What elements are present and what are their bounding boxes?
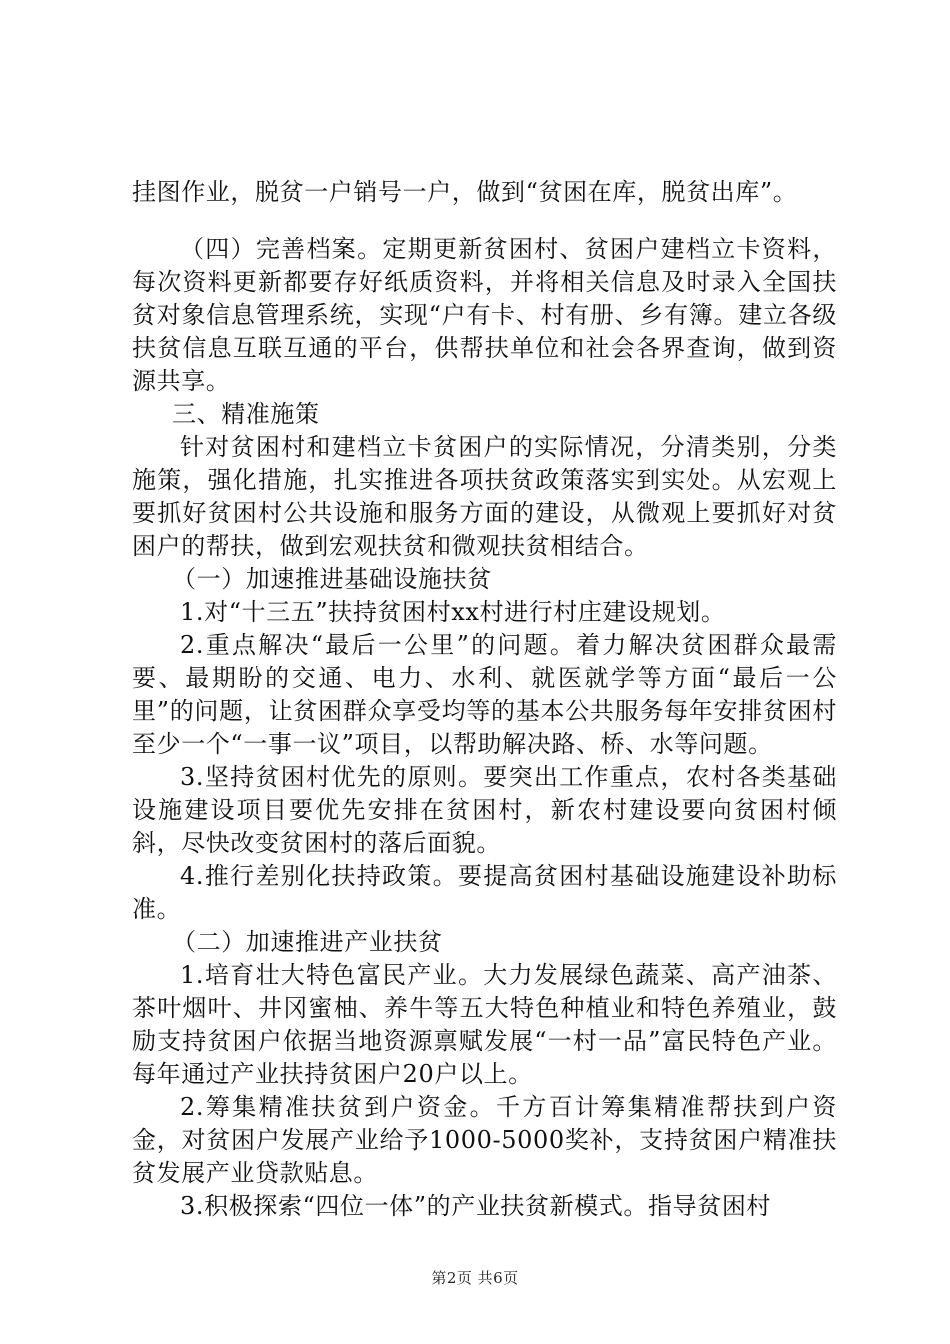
subheading-infrastructure: （一）加速推进基础设施扶贫 [172, 565, 492, 593]
page-number-label: 第2页 共6页 [431, 1269, 519, 1287]
list-item-industry-1: 1.培育壮大特色富民产业。大力发展绿色蔬菜、高产油茶、茶叶烟叶、井冈蜜柚、养牛等五大特色种植业和特色养殖业，鼓励支持贫困户依据当地资源禀赋发展“一村一品”富民特色产业。每年通过产业扶持贫困户20户以上。 [132, 961, 837, 1088]
paragraph-archive: （四）完善档案。定期更新贫困村、贫困户建档立卡资料，每次资料更新都要存好纸质资料，并将相关信息及时录入全国扶贫对象信息管理系统，实现“户有卡、村有册、乡有簿。建立各级扶贫信息互联互通的平台，供帮扶单位和社会各界查询，做到资源共享。 [132, 235, 837, 395]
list-item-infrastructure-4: 4.推行差别化扶持政策。要提高贫困村基础设施建设补助标准。 [132, 862, 837, 923]
list-item-industry-2: 2.筹集精准扶贫到户资金。千方百计筹集精准帮扶到户资金，对贫困户发展产业给予1000-5000奖补，支持贫困户精准扶贫发展产业贷款贴息。 [132, 1093, 837, 1187]
subheading-industry: （二）加速推进产业扶贫 [172, 928, 443, 956]
paragraph-continuation: 挂图作业，脱贫一户销号一户，做到“贫困在库，脱贫出库”。 [132, 178, 798, 206]
paragraph-measures-intro: 针对贫困村和建档立卡贫困户的实际情况，分清类别，分类施策，强化措施，扎实推进各项扶贫政策落实到实处。从宏观上要抓好贫困村公共设施和服务方面的建设，从微观上要抓好对贫困户的帮扶，做到宏观扶贫和微观扶贫相结合。 [132, 433, 837, 560]
document-body [132, 176, 837, 1223]
list-item-industry-3: 3.积极探索“四位一体”的产业扶贫新模式。指导贫困村 [180, 1192, 772, 1220]
section-heading-precise-measures: 三、精准施策 [172, 400, 320, 428]
list-item-infrastructure-2: 2.重点解决“最后一公里”的问题。着力解决贫困群众最需要、最期盼的交通、电力、水利、就医就学等方面“最后一公里”的问题，让贫困群众享受均等的基本公共服务每年安排贫困村至少一个“一事一议”项目，以帮助解决路、桥、水等问题。 [132, 631, 837, 758]
page-footer [0, 1269, 950, 1287]
list-item-infrastructure-3: 3.坚持贫困村优先的原则。要突出工作重点，农村各类基础设施建设项目要优先安排在贫困村，新农村建设要向贫困村倾斜，尽快改变贫困村的落后面貌。 [132, 763, 837, 857]
list-item-infrastructure-1: 1.对“十三五”扶持贫困村xx村进行村庄建设规划。 [180, 598, 726, 626]
